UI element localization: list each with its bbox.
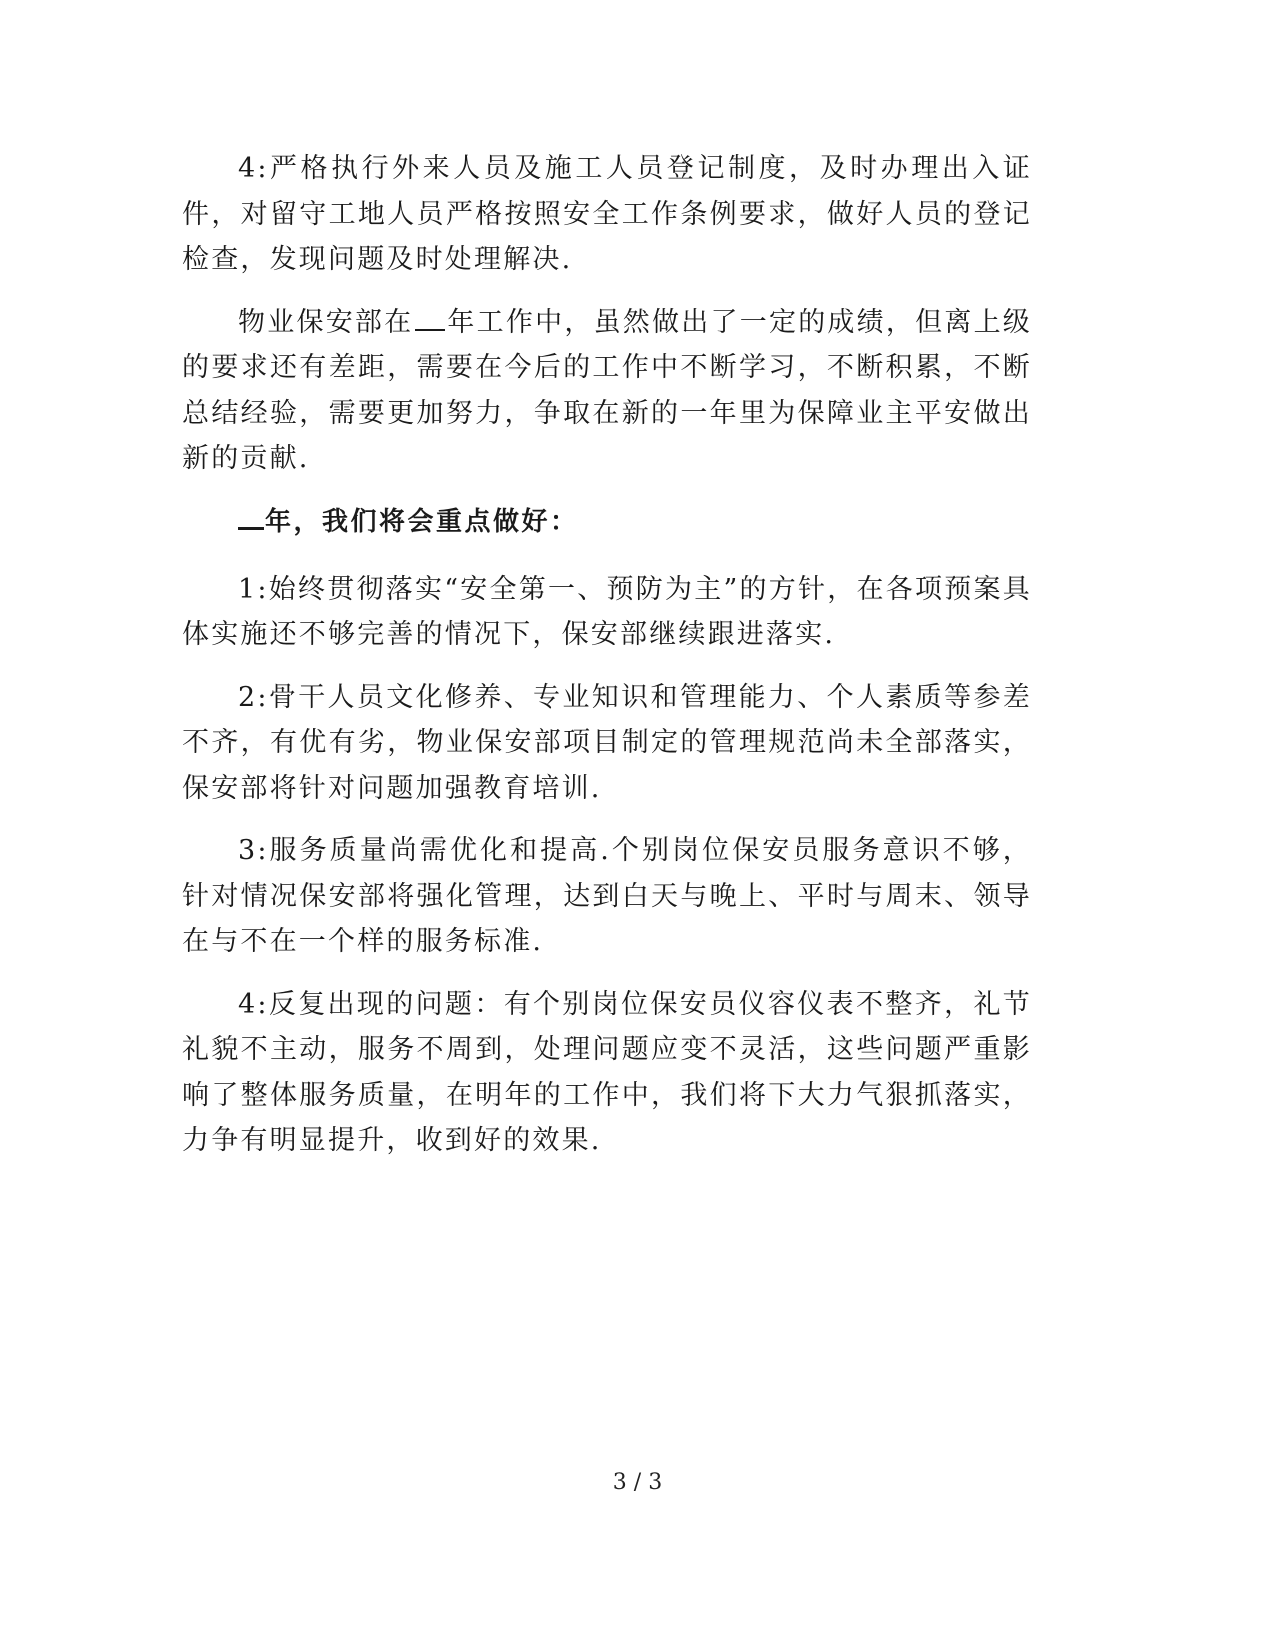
paragraph-summary [182,300,1032,482]
plan-item-4: 4:反复出现的问题：有个别岗位保安员仪容仪表不整齐，礼节礼貌不主动，服务不周到，处理问题应变不灵活，这些问题严重影响了整体服务质量，在明年的工作中，我们将下大力气狠抓落实，力争有明显提升，收到好的效果. [182,988,1032,1156]
summary-text-start: 物业保安部在 [238,306,414,338]
heading-text: 年，我们将会重点做好： [265,506,579,537]
document-body [182,146,1032,1181]
paragraph-registration: 4:严格执行外来人员及施工人员登记制度，及时办理出入证件，对留守工地人员严格按照安全工作条例要求，做好人员的登记检查，发现问题及时处理解决. [182,153,1032,275]
page-number: 3 / 3 [612,1470,663,1495]
plan-item-2: 2:骨干人员文化修养、专业知识和管理能力、个人素质等参差不齐，有优有劣，物业保安部项目制定的管理规范尚未全部落实，保安部将针对问题加强教育培训. [182,681,1032,804]
plan-item-3: 3:服务质量尚需优化和提高.个别岗位保安员服务意识不够，针对情况保安部将强化管理，达到白天与晚上、平时与周末、领导在与不在一个样的服务标准. [182,835,1032,957]
summary-text-end: 年工作中，虽然做出了一定的成绩，但离上级的要求还有差距，需要在今后的工作中不断学习，不断积累，不断总结经验，需要更加努力，争取在新的一年里为保障业主平安做出新的贡献. [182,306,1033,474]
year-blank [415,307,445,331]
plan-item-1: 1:始终贯彻落实“安全第一、预防为主”的方针，在各项预案具体实施还不够完善的情况下，保安部继续跟进落实. [182,573,1032,650]
section-heading [182,499,1032,545]
heading-year-blank [238,505,264,530]
